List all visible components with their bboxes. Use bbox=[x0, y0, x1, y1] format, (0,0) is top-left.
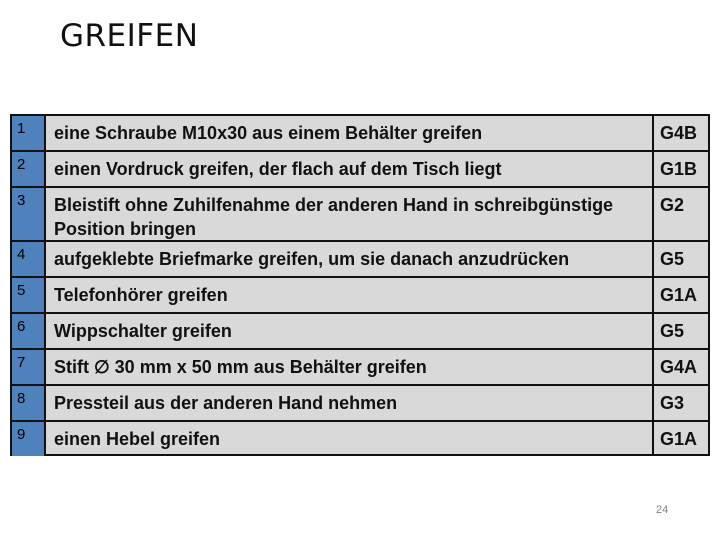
row-description: aufgeklebte Briefmarke greifen, um sie danach anzudrücken bbox=[46, 242, 654, 276]
row-code: G1A bbox=[660, 429, 698, 449]
row-number: 6 bbox=[12, 314, 46, 348]
row-number: 8 bbox=[12, 386, 46, 420]
row-description: eine Schraube M10x30 aus einem Behälter greifen bbox=[46, 116, 654, 150]
row-number: 7 bbox=[12, 350, 46, 384]
table-row bbox=[12, 386, 708, 422]
row-code: G1B bbox=[660, 159, 698, 179]
row-number: 4 bbox=[12, 242, 46, 276]
row-description: Stift ∅ 30 mm x 50 mm aus Behälter greifen bbox=[46, 350, 654, 384]
row-code: G4A bbox=[660, 357, 698, 377]
row-description: Bleistift ohne Zuhilfenahme der anderen Hand in schreibgünstige Position bringen bbox=[46, 188, 654, 240]
row-number: 9 bbox=[12, 422, 46, 456]
table-row bbox=[12, 314, 708, 350]
row-number: 5 bbox=[12, 278, 46, 312]
table-row bbox=[12, 278, 708, 314]
row-description: einen Hebel greifen bbox=[46, 422, 654, 456]
row-description: Wippschalter greifen bbox=[46, 314, 654, 348]
table-row bbox=[12, 422, 708, 456]
row-code: G3 bbox=[660, 393, 685, 413]
table-row bbox=[12, 188, 708, 242]
row-description: Telefonhörer greifen bbox=[46, 278, 654, 312]
row-code: G5 bbox=[660, 321, 685, 341]
row-number: 1 bbox=[12, 116, 46, 150]
row-code: G4B bbox=[660, 123, 698, 143]
table-row bbox=[12, 116, 708, 152]
page-title: GREIFEN bbox=[60, 18, 199, 54]
greifen-table bbox=[10, 114, 710, 456]
table-row bbox=[12, 350, 708, 386]
row-code: G5 bbox=[660, 249, 685, 269]
row-description: einen Vordruck greifen, der flach auf dem Tisch liegt bbox=[46, 152, 654, 186]
table-row bbox=[12, 242, 708, 278]
row-number: 2 bbox=[12, 152, 46, 186]
row-code: G1A bbox=[660, 285, 698, 305]
row-code: G2 bbox=[660, 195, 685, 215]
table-row bbox=[12, 152, 708, 188]
row-number: 3 bbox=[12, 188, 46, 240]
row-description: Pressteil aus der anderen Hand nehmen bbox=[46, 386, 654, 420]
page-number: 24 bbox=[656, 504, 669, 516]
